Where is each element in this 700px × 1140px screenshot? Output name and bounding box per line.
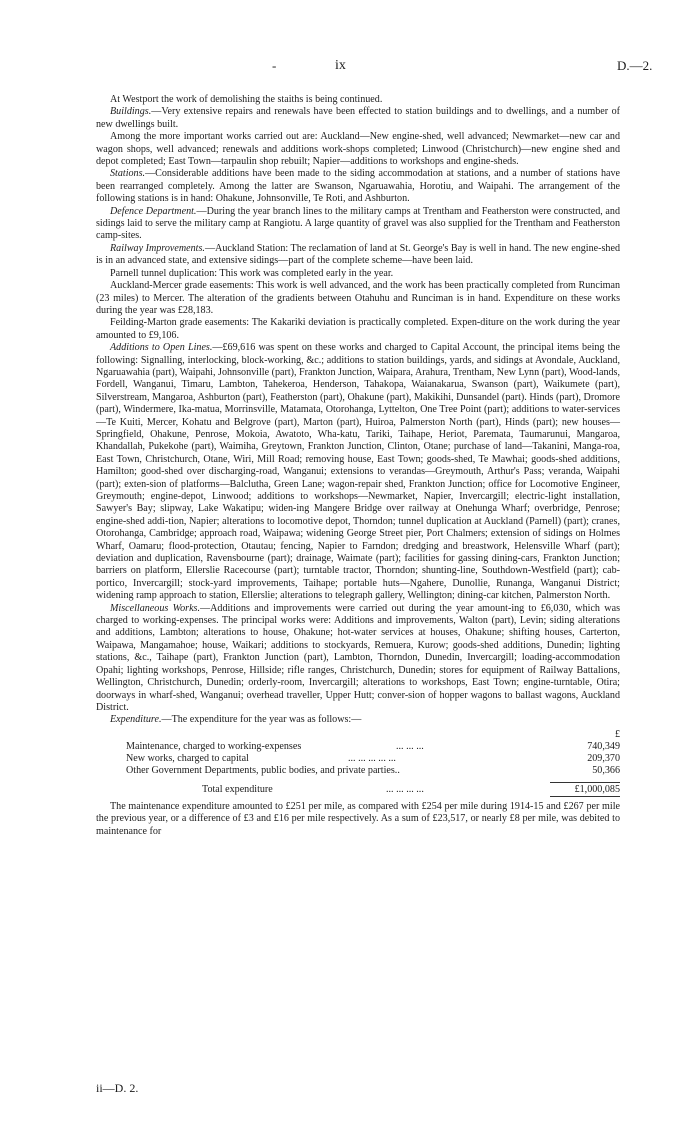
expenditure-row (96, 765, 620, 777)
row-leader: ... ... ... ... ... (348, 752, 396, 764)
row-label: Other Government Departments, public bodies, and private parties.. (126, 764, 400, 776)
row-amount: 740,349 (587, 740, 620, 752)
paragraph-expenditure: Expenditure.—The expenditure for the year was as follows:— (110, 714, 362, 726)
paragraph-railway-improvements: Railway Improvements.—Auckland Station: The reclamation of land at St. George's Bay is well in hand. The new engine-shed is in an advanced state, and extensive sidings—part of the complete scheme—have been laid. (96, 242, 620, 267)
total-rule (550, 796, 620, 797)
section-title-stations: Stations. (110, 168, 146, 180)
document-reference: D.—2. (617, 58, 653, 73)
paragraph-maintenance: The maintenance expenditure amounted to £251 per mile, as compared with £254 per mile during 1914-15 and £267 per mile the previous year, or a difference of £3 and £16 per mile respectively. As a sum of £23,517, or nearly £8 per mile, was debited to maintenance for (96, 800, 620, 837)
section-title-buildings: Buildings. (110, 106, 152, 118)
currency-row (96, 729, 620, 741)
paragraph-auckland-mercer: Auckland-Mercer grade easements: This work is well advanced, and the work has been practically completed from Runciman (23 miles) to Mercer. The alteration of the gradients between Otahuhu and Runciman is in hand. Expenditure on these works during the year was £28,183. (96, 280, 620, 316)
total-label: Total expenditure (202, 783, 273, 795)
paragraph-important-works: Among the more important works carried out are: Auckland—New engine-shed, well advanced; Newmarket—new car and wagon shops, well advanced; renewals and additions work-shops completed; Linwood (Christchurch)—new engine shed and depot completed; East Town—tarpaulin shop rebuilt; Napier—additions to workshops and engine-sheds. (96, 131, 620, 168)
paragraph-feilding-marton: Feilding-Marton grade easements: The Kakariki deviation is practically completed. Expen-diture on the work during the year amounted to £9,106. (96, 317, 620, 341)
total-row (96, 784, 620, 796)
section-title-miscellaneous: Miscellaneous Works. (110, 602, 201, 614)
paragraph-buildings: Buildings.—Very extensive repairs and renewals have been effected to station buildings and to dwellings, and a number of new dwellings built. (96, 106, 620, 130)
paragraph-miscellaneous: Miscellaneous Works.—Additions and improvements were carried out during the year amount-ing to £6,030, which was charged to working-expenses. The principal works were: Additions and improvements, Walton (part), Levin; siding alterations and additions, Lambton; alterations to house, Ohakune; hot-water services at houses, Ohakune; shifting houses, Carterton, Waipawa, Mangamahoe; house, Waikari; additions to stockyards, Remuera, Kurow; goods-shed additions, Dunedin; lighting stations, &c., Taihape (part), Frankton Junction (part), Lambton, Thorndon, Dunedin, Invercargill; loading-accommodation Opahi; lighting workshops, Penrose, Hillside; rifle ranges, Christchurch, Dunedin; stores for equipment of Railway Battalions, Wellington, Christchurch, Dunedin; orderly-room, Invercargill; alterations to workshops, East Town; engine-turntable, Otira; doorways in wharf-shed, Wanganui; overhead traveller, Upper Hutt; conver-sion of hopper wagons to ballast wagons, Auckland District. (96, 602, 620, 713)
section-title-additions: Additions to Open Lines. (110, 342, 213, 354)
section-title-defence: Defence Department. (110, 205, 197, 217)
row-leader: ... ... ... (396, 740, 424, 752)
row-amount: 50,366 (592, 764, 620, 776)
paragraph-defence: Defence Department.—During the year branch lines to the military camps at Trentham and Featherston were constructed, and sidings laid to serve the military camp at Rangiotu. A large quantity of gravel was also supplied for the Trentham and Featherston camp-sites. (96, 205, 621, 242)
paragraph-westport: At Westport the work of demolishing the staiths is being continued. (110, 94, 383, 105)
paragraph-additions-open-lines: Additions to Open Lines.—£69,616 was spent on these works and charged to Capital Account, the principal items being the following: Signalling, interlocking, block-working, &c.; additions to station buildings, yards, and sidings at Avondale, Auckland, Ngaruawahia (part), Waipahi, Johnsonville (part), Frankton Junction, Waipara, Arahura, Trentham, New Lynn (part), Wood-lands, Fordell, Wanganui, Timaru, Lambton, Tahekeroa, Henderson, Tahakopa, Waianakarua, Swanson (part), Waikumete (part), Silverstream, Mangaroa, Ashburton (part), Featherston (part), Ohakune (part), Makikihi, Dunsandel (part). Hinds (part), Dromore (part), Windermere, Ika-matua, Morrinsville, Matamata, Otorohanga, Lyttelton, One Tree Point (part); additions to water-services—Te Kuiti, Mercer, Kohatu and Belgrove (part), Marton (part), Huiroa, Palmerston North (part), Hinds (part); new houses—Springfield, Ohakune, Penrose, Mokoia, Awatoto, Wha-katu, Tariki, Taihape, Heriot, Paremata, Taumarunui, Mangaroa, Khandallah, Pukekohe (part), Waimiha, Greytown, Frankton Junction, Clinton, Otane; purchase of land—Takanini, Manga-roa, East Town, Christchurch, Otane, Wiri, Mill Road; removing house, East Town; goods-shed, Te Mawhai; goods-shed additions, Hamilton; good-shed over discharging-road, Wanganui; extensions to verandas—Greymouth, Arthur's Pass; veranda, Waipahi (part); exten-sion of platforms—Balclutha, Green Lane; wagon-repair shed, Frankton Junction; office for Locomotive Engineer, Greymouth; engine-depot, Linwood; additions to workshops—Newmarket, Napier, Invercargill; electric-light installation, Sawyer's Bay; slipway, Lake Wakatipu; widen-ing Mangere Bridge over railway at Onehunga Wharf; overbridge, Penrose; engine-shed addi-tion, Napier; alterations to locomotive depot, Thorndon; tunnel duplication at Auckland (Parnell) (part); cranes, Otorohanga, Cambridge; approach road, Waipawa; widening George Street pier, Port Chalmers; extension of sidings on Holmes Wharf, Oamaru; flood-protection, Otautau; fencing, Napier to Farndon; dredging and breastwork, Helensville Wharf (part); deviation and duplication, Ravensbourne (part); drainage, Waimate (part); facilities for gassing dining-cars, Frankton Junction; barriers on platform, Ellerslie Racecourse (part); turntable tractor, Thorndon; shunting-line, Southdown-Westfield (part); cab-portico, Invercargill; stock-yard improvements, Taihape; portable huts—Ngahere, Dunollie, Runanga, Wanganui District; widening ramp approach to station, Ellerslie; alterations to telegraph gallery, Wellington; dining-car kitchen, Palmerston North. (96, 342, 620, 602)
header-mark: - (272, 58, 277, 73)
row-label: Maintenance, charged to working-expenses (126, 740, 302, 752)
row-label: New works, charged to capital (126, 752, 249, 764)
total-leader: ... ... ... ... (386, 783, 424, 795)
section-title-expenditure: Expenditure. (110, 714, 162, 726)
body-text (96, 94, 620, 838)
expenditure-row (96, 741, 620, 753)
subtotal-rule (550, 782, 620, 783)
row-amount: 209,370 (587, 752, 620, 764)
paragraph-stations: Stations.—Considerable additions have been made to the siding accommodation at stations, and a number of stations have been rearranged completely. Among the latter are Swanson, Ngaruawahia, Horotiu, and Waipahi. The arrangement of the following stations is in hand: Ohakune, Johnsonville, Te Roti, and Ashburton. (96, 168, 620, 205)
footer-signature: ii—D. 2. (96, 1081, 139, 1095)
paragraph-parnell: Parnell tunnel duplication: This work was completed early in the year. (110, 267, 394, 279)
total-amount: £1,000,085 (574, 783, 620, 795)
page-number: ix (335, 58, 346, 73)
currency-symbol: £ (614, 728, 620, 740)
expenditure-row (96, 753, 620, 765)
expenditure-table (96, 729, 620, 797)
section-title-railway-improvements: Railway Improvements. (110, 242, 205, 254)
